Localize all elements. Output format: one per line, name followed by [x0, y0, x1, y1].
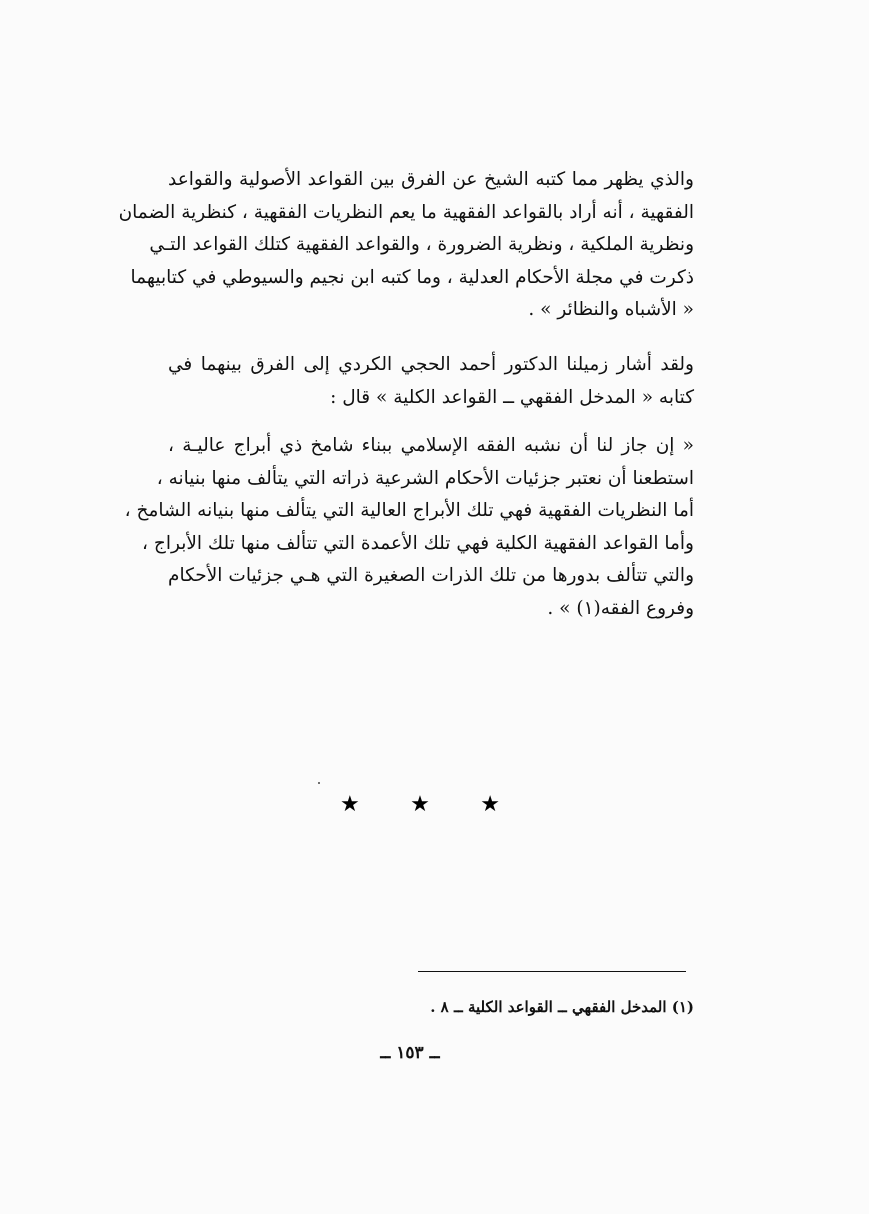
scan-speck: [318, 782, 320, 784]
paragraph-1: [118, 164, 694, 327]
text-line: « إن جاز لنا أن نشبه الفقه الإسلامي ببناء شامخ ذي أبراج عاليـة ،: [168, 435, 694, 456]
star-icon: ★: [340, 792, 360, 817]
text-line: الفقهية ، أنه أراد بالقواعد الفقهية ما يعم النظريات الفقهية ، كنظرية الضمان: [118, 201, 694, 223]
quotation-paragraph: [124, 430, 694, 625]
text-line: والذي يظهر مما كتبه الشيخ عن الفرق بين القواعد الأصولية والقواعد: [168, 169, 694, 190]
text-line: ولقد أشار زميلنا الدكتور أحمد الحجي الكردي إلى الفرق بينهما في: [168, 354, 694, 375]
star-icon: ★: [480, 792, 500, 817]
text-line: ونظرية الملكية ، ونظرية الضرورة ، والقواعد الفقهية كتلك القواعد التـي: [149, 234, 694, 255]
text-line: والتي تتألف بدورها من تلك الذرات الصغيرة التي هـي جزئيات الأحكام: [168, 565, 694, 586]
text-line: وفروع الفقه(١) » .: [547, 597, 694, 619]
text-line: « الأشباه والنظائر » .: [528, 299, 694, 320]
text-line: كتابه « المدخل الفقهي ــ القواعد الكلية » قال :: [330, 386, 694, 408]
text-line: استطعنا أن نعتبر جزئيات الأحكام الشرعية ذراته التي يتألف منها بنيانه ،: [156, 467, 694, 489]
section-separator: [340, 788, 500, 822]
text-line: وأما القواعد الفقهية الكلية فهي تلك الأعمدة التي تتألف منها تلك الأبراج ،: [142, 532, 694, 554]
page-number: ــ ١٥٣ ــ: [380, 1043, 440, 1063]
paragraph-2: [168, 349, 694, 414]
footnote-rule: [418, 971, 686, 972]
text-line: أما النظريات الفقهية فهي تلك الأبراج العالية التي يتألف منها بنيانه الشامخ ،: [124, 500, 694, 521]
star-icon: ★: [410, 792, 430, 817]
footnote: (١) المدخل الفقهي ــ القواعد الكلية ــ ٨ .: [430, 998, 694, 1016]
text-line: ذكرت في مجلة الأحكام العدلية ، وما كتبه ابن نجيم والسيوطي في كتابيهما: [130, 266, 694, 288]
